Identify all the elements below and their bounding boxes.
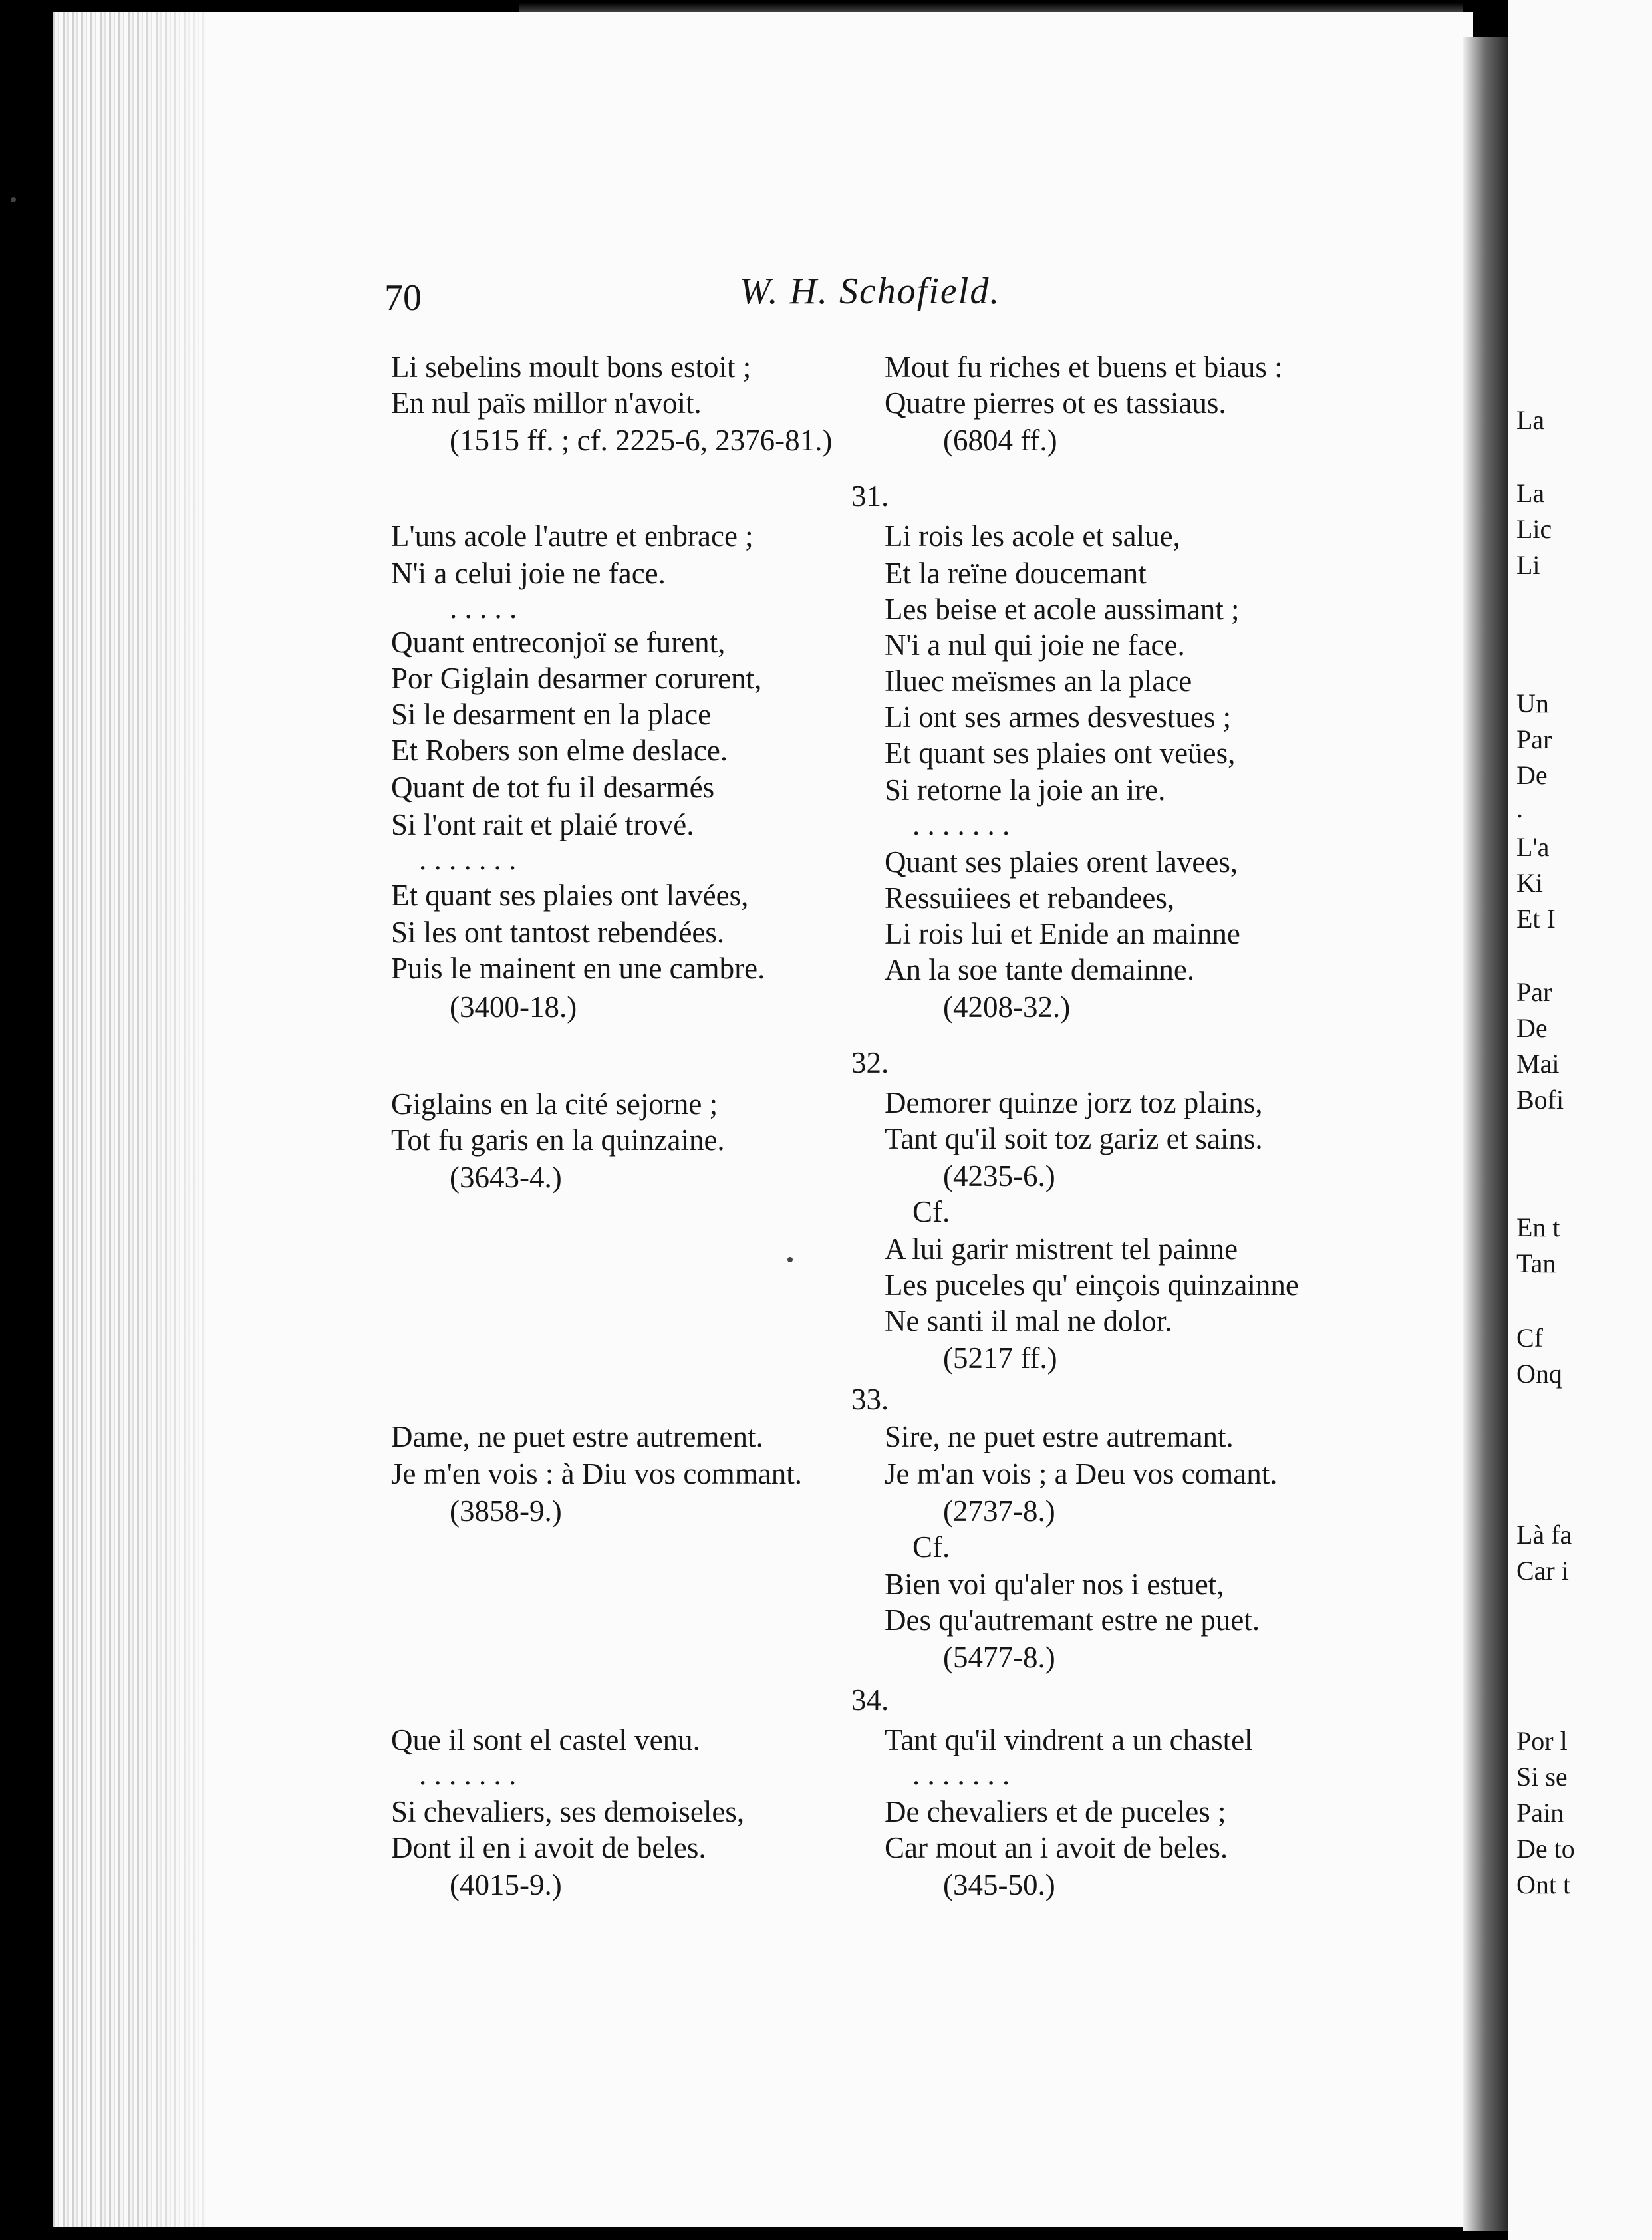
verse-line: Sire, ne puet estre autremant. bbox=[885, 1420, 1234, 1453]
verse-line: Si retorne la joie an ire. bbox=[885, 773, 1166, 807]
verse-line: Quant entreconjoï se furent, bbox=[391, 626, 726, 659]
fragment-line: En t bbox=[1516, 1212, 1560, 1242]
verse-line: Tot fu garis en la quinzaine. bbox=[391, 1123, 725, 1157]
fragment-line: De bbox=[1516, 760, 1548, 790]
page-number: 70 bbox=[384, 277, 422, 319]
verse-line: De chevaliers et de puceles ; bbox=[885, 1795, 1226, 1828]
verse-line: En nul païs millor n'avoit. bbox=[391, 386, 702, 420]
fragment-line: La bbox=[1516, 405, 1545, 435]
verse-line: 33. bbox=[851, 1383, 889, 1416]
fragment-line: Bofi bbox=[1516, 1085, 1564, 1115]
verse-line: Li rois lui et Enide an mainne bbox=[885, 917, 1240, 950]
verse-line: . . . . . . . bbox=[912, 808, 1010, 841]
verse-line: (4235-6.) bbox=[943, 1159, 1055, 1192]
fragment-line: Tan bbox=[1516, 1248, 1556, 1278]
verse-line: Des qu'autremant estre ne puet. bbox=[885, 1604, 1260, 1637]
verse-line: (3858-9.) bbox=[450, 1494, 562, 1528]
fragment-line: Li bbox=[1516, 550, 1540, 580]
fragment-line: . bbox=[1516, 793, 1523, 823]
verse-line: 31. bbox=[851, 480, 889, 513]
verse-line: Dame, ne puet estre autrement. bbox=[391, 1420, 763, 1453]
verse-line: Ressuiiees et rebandees, bbox=[885, 881, 1175, 914]
verse-line: Ne santi il mal ne dolor. bbox=[885, 1304, 1172, 1337]
fragment-line: La bbox=[1516, 478, 1545, 508]
verse-line: 32. bbox=[851, 1046, 889, 1079]
verse-line: Et Robers son elme deslace. bbox=[391, 734, 728, 767]
verse-line: (5217 ff.) bbox=[943, 1341, 1057, 1375]
verse-line: Demorer quinze jorz toz plains, bbox=[885, 1086, 1263, 1119]
fragment-line: De bbox=[1516, 1013, 1548, 1043]
page-edges-fade bbox=[133, 12, 239, 2227]
verse-line: . . . . . bbox=[450, 591, 517, 625]
fragment-line: L'a bbox=[1516, 832, 1550, 862]
verse-line: (5477-8.) bbox=[943, 1641, 1055, 1674]
fragment-line: Cf bbox=[1516, 1323, 1543, 1353]
verse-line: N'i a nul qui joie ne face. bbox=[885, 629, 1185, 662]
verse-line: (345-50.) bbox=[943, 1868, 1055, 1901]
verse-line: Li sebelins moult bons estoit ; bbox=[391, 350, 752, 384]
verse-line: Li rois les acole et salue, bbox=[885, 519, 1180, 553]
book-gutter bbox=[1463, 37, 1513, 2231]
verse-line: N'i a celui joie ne face. bbox=[391, 557, 666, 590]
verse-line: (4015-9.) bbox=[450, 1868, 562, 1901]
verse-line: Giglains en la cité sejorne ; bbox=[391, 1087, 718, 1121]
verse-line: Mout fu riches et buens et biaus : bbox=[885, 350, 1283, 384]
verse-line: Puis le mainent en une cambre. bbox=[391, 952, 765, 985]
verse-line: (1515 ff. ; cf. 2225-6, 2376-81.) bbox=[450, 424, 833, 457]
fragment-line: Mai bbox=[1516, 1049, 1560, 1079]
adjacent-page-fragment bbox=[1508, 0, 1652, 2240]
verse-line: Si chevaliers, ses demoiseles, bbox=[391, 1795, 745, 1828]
fragment-line: Un bbox=[1516, 688, 1549, 718]
fragment-line: Onq bbox=[1516, 1359, 1562, 1389]
verse-line: Quant ses plaies orent lavees, bbox=[885, 845, 1238, 879]
fragment-line: Car i bbox=[1516, 1556, 1569, 1586]
verse-line: . . . . . . . bbox=[912, 1758, 1010, 1791]
verse-line: L'uns acole l'autre et enbrace ; bbox=[391, 519, 754, 553]
fragment-line: Por l bbox=[1516, 1726, 1568, 1756]
verse-line: A lui garir mistrent tel painne bbox=[885, 1232, 1238, 1266]
print-speck bbox=[787, 1257, 793, 1262]
verse-line: An la soe tante demainne. bbox=[885, 953, 1195, 986]
verse-line: (2737-8.) bbox=[943, 1494, 1055, 1528]
fragment-line: Lic bbox=[1516, 514, 1552, 544]
print-speck bbox=[11, 197, 16, 202]
verse-line: 34. bbox=[851, 1683, 889, 1717]
verse-line: Si le desarment en la place bbox=[391, 698, 712, 731]
verse-line: Que il sont el castel venu. bbox=[391, 1723, 700, 1756]
verse-line: Je m'en vois : à Diu vos commant. bbox=[391, 1457, 803, 1490]
verse-line: Cf. bbox=[912, 1530, 950, 1564]
fragment-line: Par bbox=[1516, 724, 1552, 754]
verse-line: Et la reïne doucemant bbox=[885, 557, 1147, 590]
fragment-line: Si se bbox=[1516, 1762, 1568, 1792]
fragment-line: Pain bbox=[1516, 1798, 1564, 1828]
verse-line: (4208-32.) bbox=[943, 990, 1071, 1024]
verse-line: Cf. bbox=[912, 1195, 950, 1228]
fragment-line: De to bbox=[1516, 1834, 1575, 1864]
verse-line: . . . . . . . bbox=[419, 1758, 517, 1791]
verse-line: (6804 ff.) bbox=[943, 424, 1057, 457]
verse-line: Je m'an vois ; a Deu vos comant. bbox=[885, 1457, 1278, 1490]
verse-line: Tant qu'il soit toz gariz et sains. bbox=[885, 1122, 1263, 1155]
fragment-line: Ont t bbox=[1516, 1870, 1571, 1899]
verse-line: Quant de tot fu il desarmés bbox=[391, 771, 715, 804]
verse-line: Li ont ses armes desvestues ; bbox=[885, 700, 1232, 734]
fragment-line: Par bbox=[1516, 977, 1552, 1007]
verse-line: Et quant ses plaies ont veües, bbox=[885, 736, 1236, 770]
fragment-line: Et I bbox=[1516, 904, 1556, 934]
running-header: W. H. Schofield. bbox=[740, 271, 1001, 312]
verse-line: Les puceles qu' einçois quinzainne bbox=[885, 1268, 1299, 1302]
verse-line: Por Giglain desarmer corurent, bbox=[391, 662, 762, 695]
verse-line: Et quant ses plaies ont lavées, bbox=[391, 879, 749, 912]
fragment-line: Là fa bbox=[1516, 1520, 1572, 1550]
verse-line: Les beise et acole aussimant ; bbox=[885, 593, 1240, 626]
verse-line: (3400-18.) bbox=[450, 990, 577, 1024]
verse-line: Car mout an i avoit de beles. bbox=[885, 1831, 1228, 1864]
verse-line: Dont il en i avoit de beles. bbox=[391, 1831, 706, 1864]
fragment-line: Ki bbox=[1516, 868, 1543, 898]
verse-line: Si l'ont rait et plaié trové. bbox=[391, 808, 694, 841]
verse-line: . . . . . . . bbox=[419, 843, 517, 876]
verse-line: Tant qu'il vindrent a un chastel bbox=[885, 1723, 1253, 1756]
verse-line: (3643-4.) bbox=[450, 1161, 562, 1194]
verse-line: Quatre pierres ot es tassiaus. bbox=[885, 386, 1226, 420]
book-page bbox=[53, 12, 1473, 2227]
verse-line: Bien voi qu'aler nos i estuet, bbox=[885, 1568, 1224, 1601]
verse-line: Si les ont tantost rebendées. bbox=[391, 916, 725, 949]
verse-line: Iluec meïsmes an la place bbox=[885, 664, 1192, 698]
